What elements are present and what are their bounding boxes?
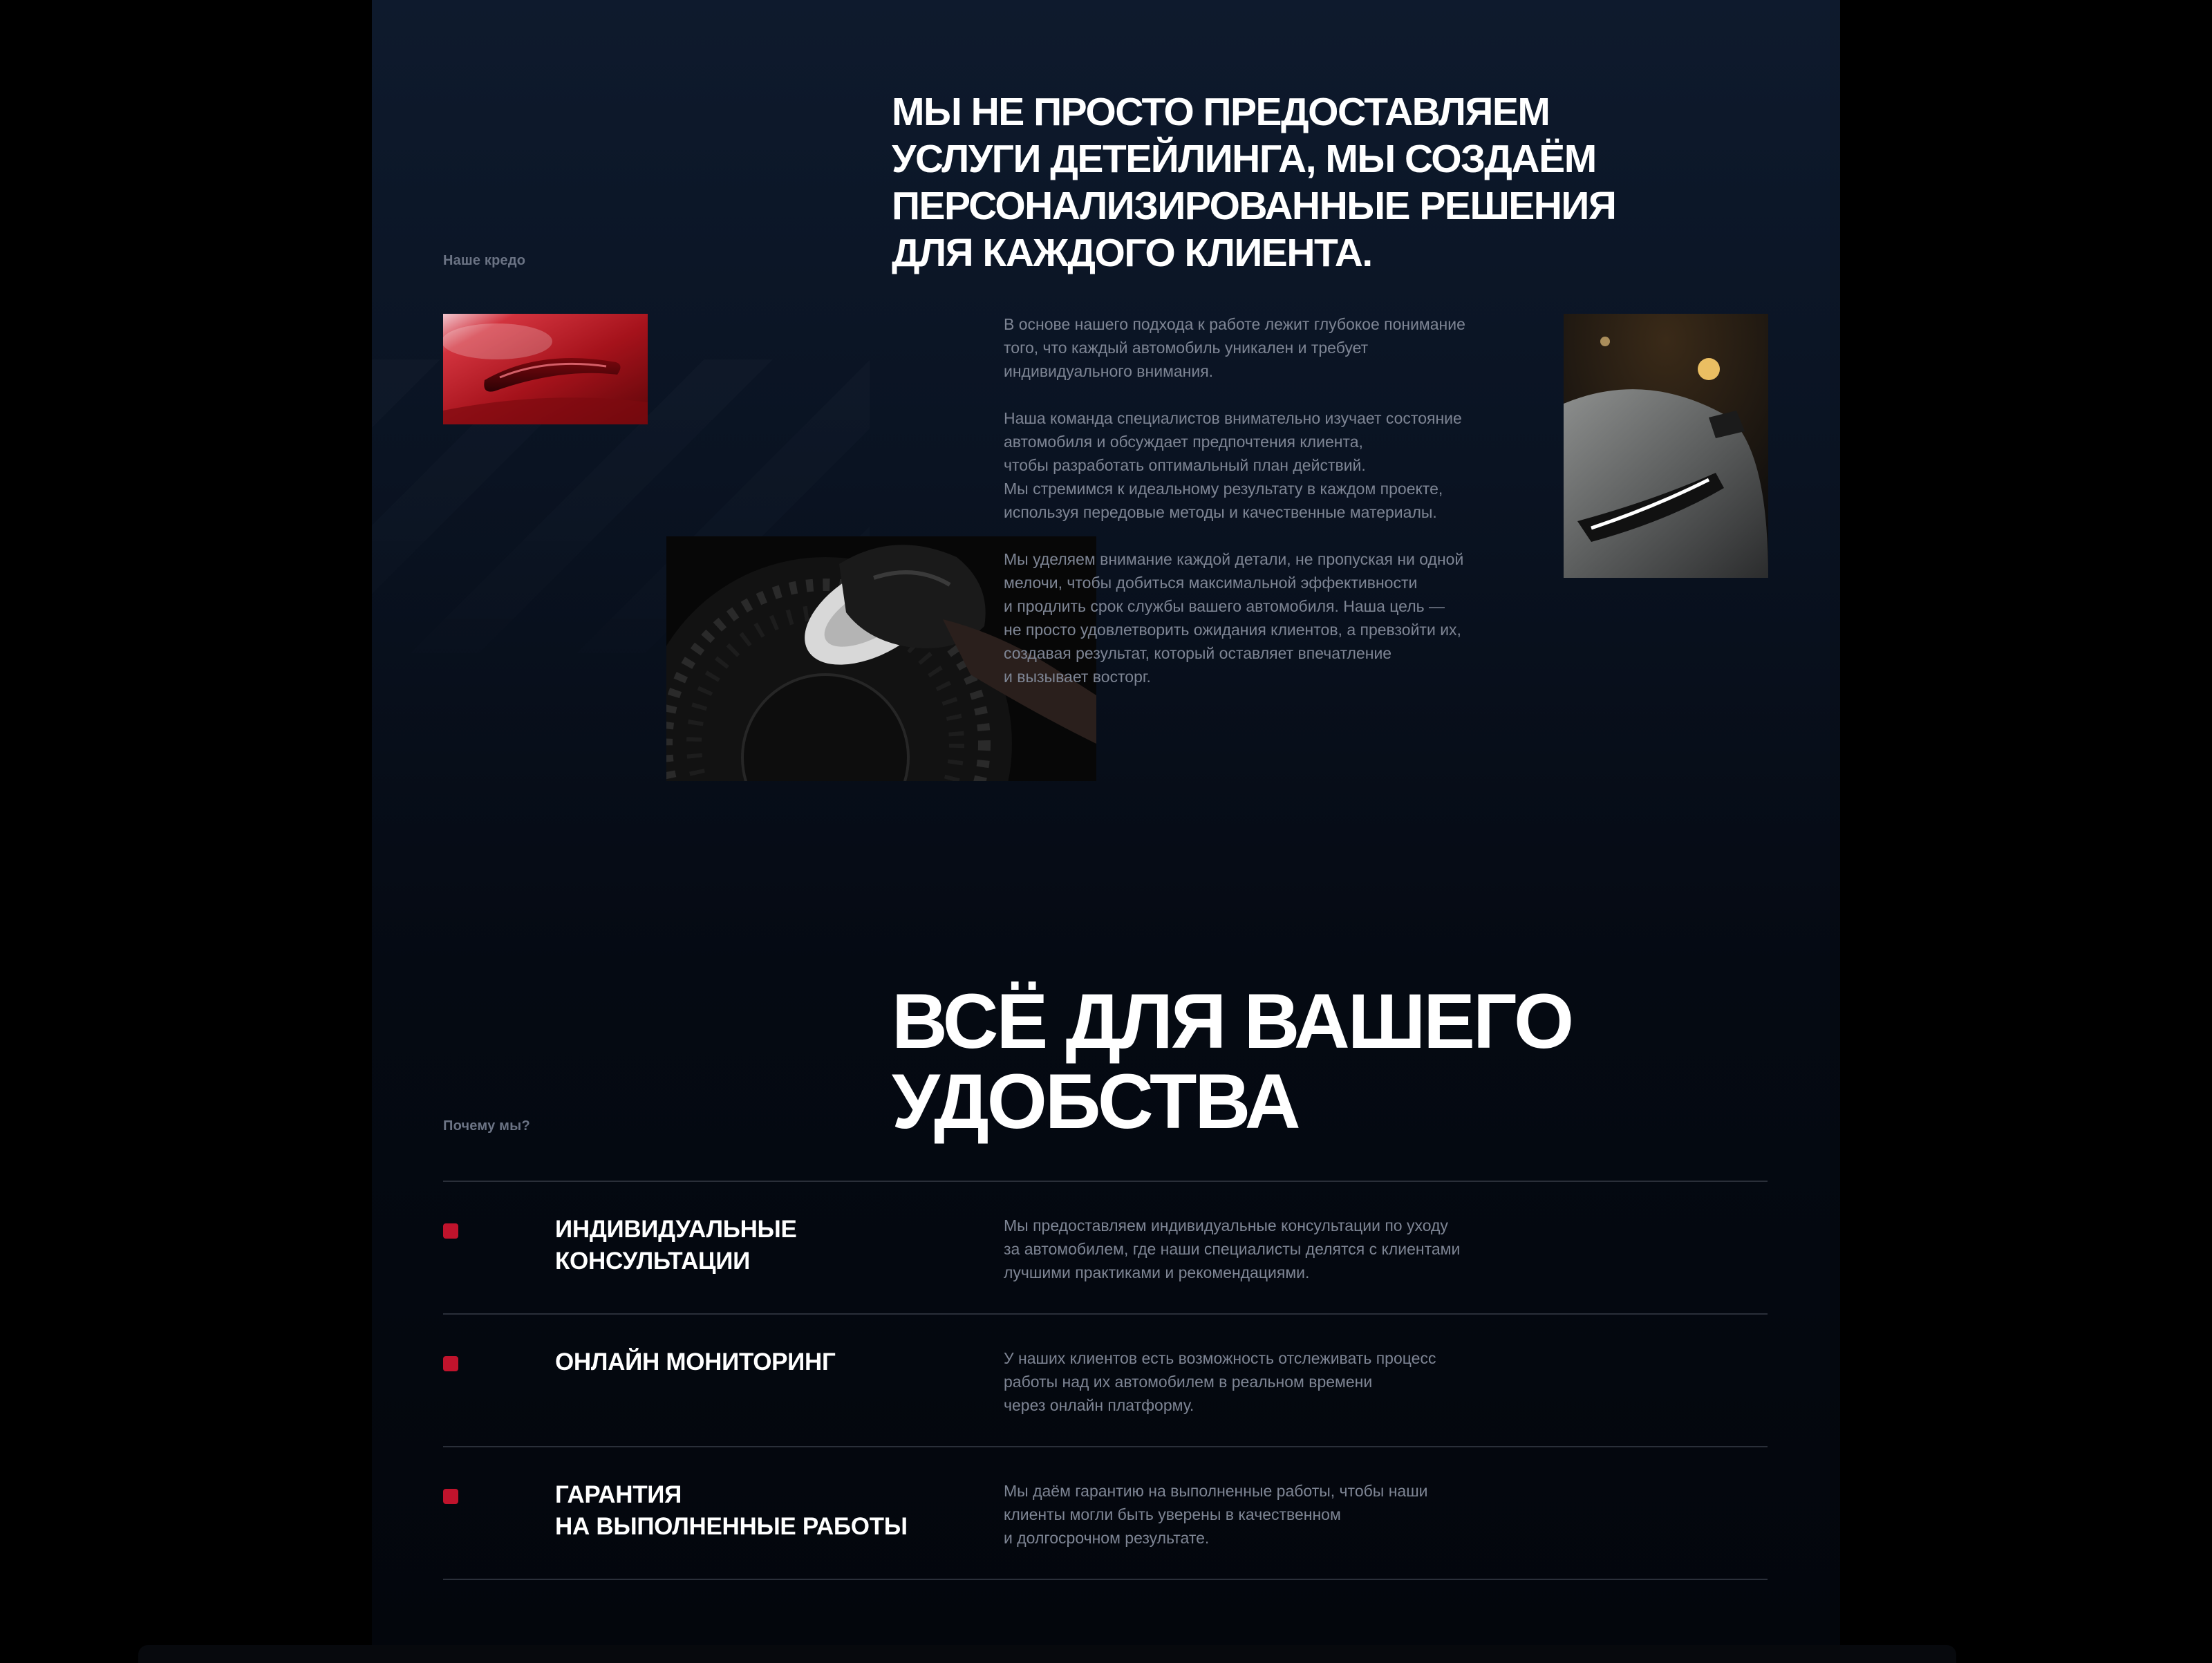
grey-car-headlight-photo [1564, 314, 1768, 578]
next-section-edge [138, 1645, 1956, 1663]
feature-item-consultations [443, 1181, 1768, 1313]
red-square-bullet-icon [443, 1489, 458, 1504]
why-section-label: Почему мы? [443, 1118, 530, 1134]
credo-paragraph: Мы уделяем внимание каждой детали, не пропуская ни одной мелочи, чтобы добиться максимальной эффективности и продлить срок службы вашего автомобиля. Наша цель — не просто удовлетворить ожидания клиентов, а превзойти их, создавая результат, который оставляет впечатление и вызывает восторг. [1004, 550, 1464, 686]
feature-title: ОНЛАЙН МОНИТОРИНГ [555, 1349, 836, 1375]
credo-paragraph: Наша команда специалистов внимательно изучает состояние автомобиля и обсуждает предпочтения клиента, чтобы разработать оптимальный план действий. Мы стремимся к идеальному результату в каждом проекте, используя передовые методы и качественные материалы. [1004, 409, 1462, 521]
feature-description: У наших клиентов есть возможность отслеживать процесс работы над их автомобилем в реальном времени через онлайн платформу. [1004, 1349, 1436, 1414]
red-car-door-handle-photo [443, 314, 648, 424]
why-heading-line-1: ВСЁ ДЛЯ ВАШЕГО [892, 978, 1573, 1064]
features-list [443, 1181, 1768, 1580]
red-square-bullet-icon [443, 1356, 458, 1371]
credo-heading: МЫ НЕ ПРОСТО ПРЕДОСТАВЛЯЕМ УСЛУГИ ДЕТЕЙЛИНГА, МЫ СОЗДАЁМ ПЕРСОНАЛИЗИРОВАННЫЕ РЕШЕНИЯ ДЛЯ КАЖДОГО КЛИЕНТА. [892, 90, 1616, 275]
feature-description: Мы предоставляем индивидуальные консультации по уходу за автомобилем, где наши специалисты делятся с клиентами лучшими практиками и рекомендациями. [1004, 1216, 1461, 1281]
feature-title: ГАРАНТИЯ НА ВЫПОЛНЕННЫЕ РАБОТЫ [555, 1481, 908, 1540]
feature-item-monitoring [443, 1313, 1768, 1446]
feature-title: ИНДИВИДУАЛЬНЫЕ КОНСУЛЬТАЦИИ [555, 1216, 797, 1275]
credo-section-label: Наше кредо [443, 253, 526, 268]
credo-text-block [1004, 312, 1543, 712]
why-heading [892, 978, 1583, 1145]
why-heading-line-2: УДОБСТВА [892, 1058, 1299, 1145]
feature-item-warranty [443, 1446, 1768, 1580]
red-square-bullet-icon [443, 1223, 458, 1239]
feature-description: Мы даём гарантию на выполненные работы, чтобы наши клиенты могли быть уверены в качественном и долгосрочном результате. [1004, 1482, 1428, 1547]
credo-paragraph: В основе нашего подхода к работе лежит глубокое понимание того, что каждый автомобиль уникален и требует индивидуального внимания. [1004, 315, 1465, 380]
